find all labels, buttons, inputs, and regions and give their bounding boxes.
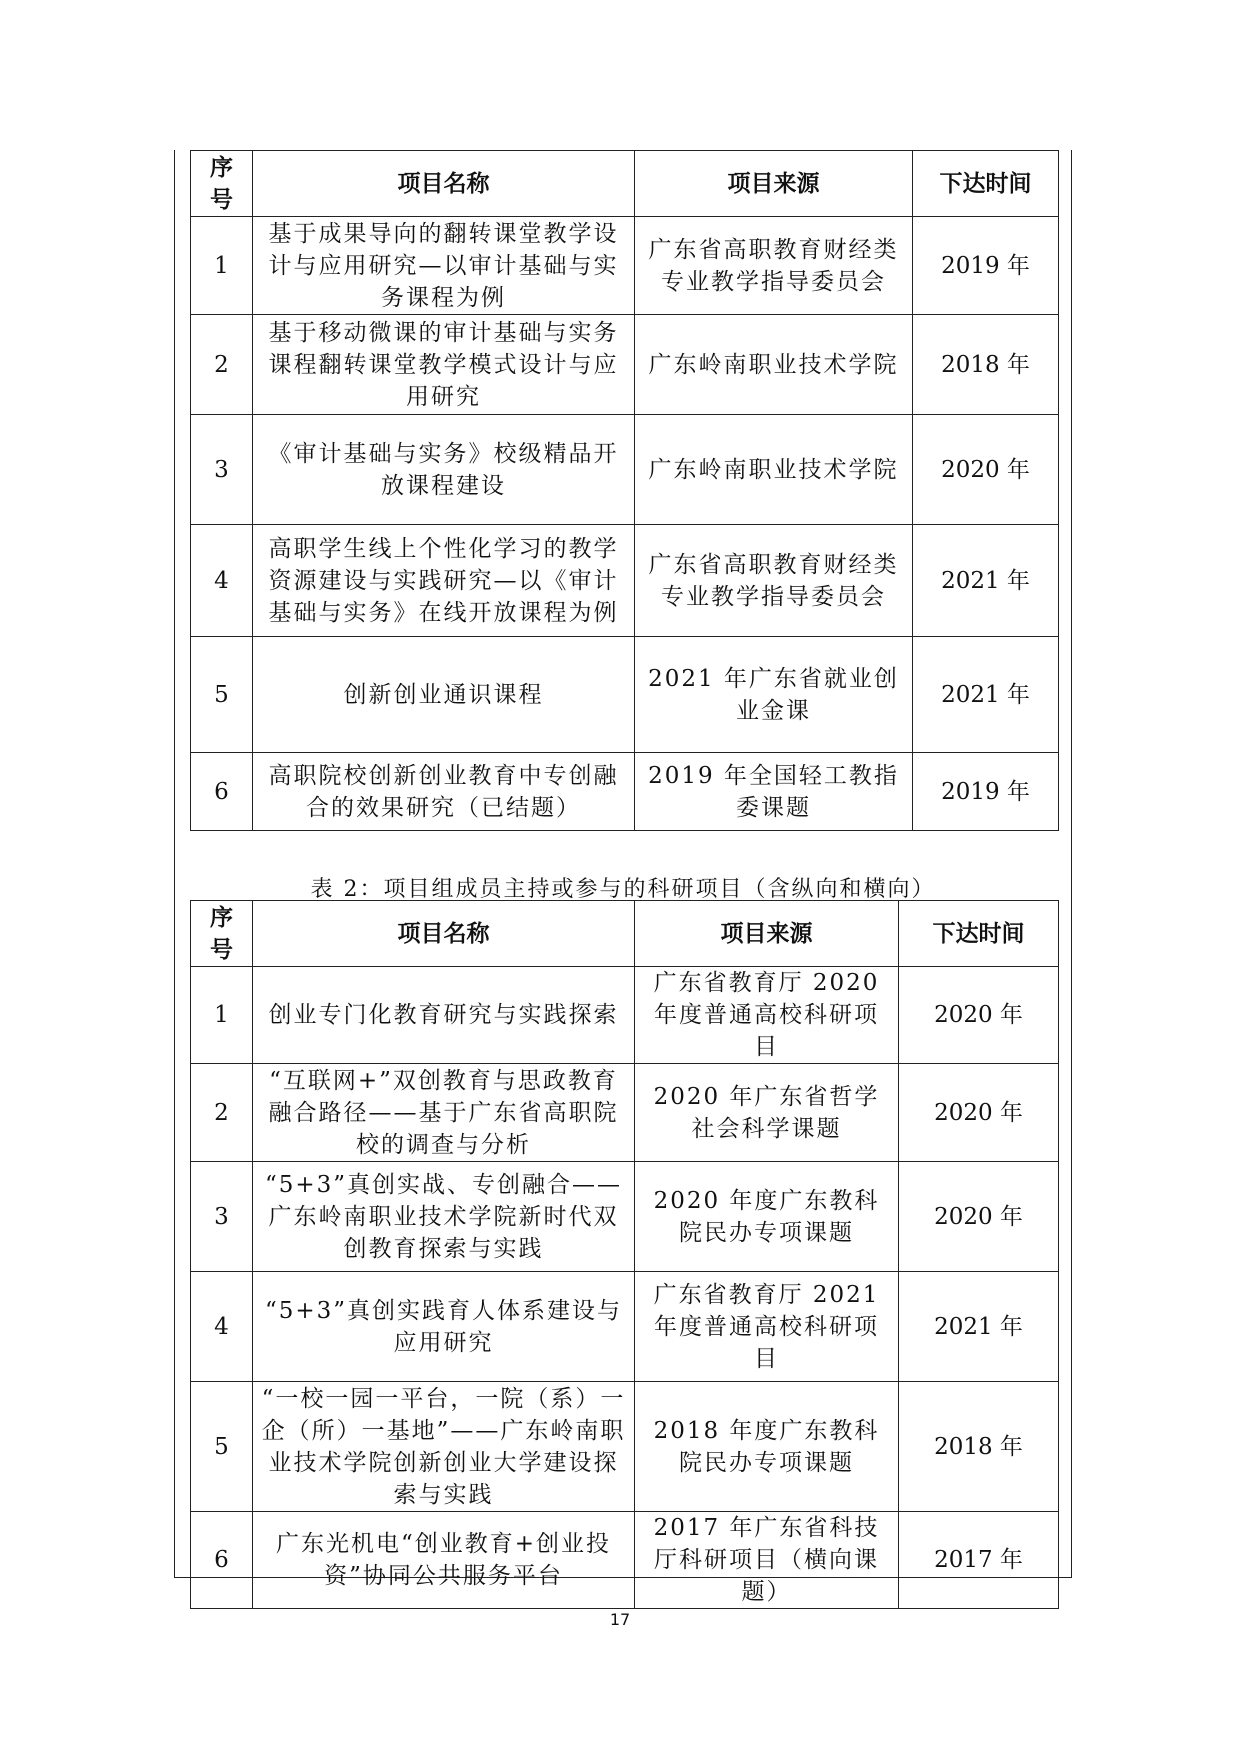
- project-name-cell: “一校一园一平台，一院（系）一企（所）一基地”——广东岭南职业技术学院创新创业大学建设探索与实践: [253, 1382, 635, 1512]
- row-number-cell: 5: [191, 637, 253, 753]
- project-name-cell: “互联网+”双创教育与思政教育融合路径——基于广东省高职院校的调查与分析: [253, 1064, 635, 1162]
- project-source-cell: 2017 年广东省科技厅科研项目（横向课题）: [635, 1512, 899, 1609]
- col-header-source: 项目来源: [635, 151, 913, 217]
- project-name-cell: “5+3”真创实战、专创融合——广东岭南职业技术学院新时代双创教育探索与实践: [253, 1162, 635, 1272]
- table-row: [191, 1162, 1059, 1272]
- project-name-cell: 广东光机电“创业教育+创业投资”协同公共服务平台: [253, 1512, 635, 1609]
- table-row: [191, 967, 1059, 1064]
- table-row: [191, 1382, 1059, 1512]
- row-number-cell: 5: [191, 1382, 253, 1512]
- table-row: [191, 1512, 1059, 1609]
- row-number-cell: 1: [191, 217, 253, 315]
- row-number-cell: 6: [191, 753, 253, 831]
- project-name-cell: 基于移动微课的审计基础与实务课程翻转课堂教学模式设计与应用研究: [253, 315, 635, 415]
- project-source-cell: 广东省教育厅 2021 年度普通高校科研项目: [635, 1272, 899, 1382]
- issue-time-cell: 2020 年: [899, 1162, 1059, 1272]
- col-header-name: 项目名称: [253, 901, 635, 967]
- table-header-row: [191, 901, 1059, 967]
- project-name-cell: 高职学生线上个性化学习的教学资源建设与实践研究—以《审计基础与实务》在线开放课程为例: [253, 525, 635, 637]
- issue-time-cell: 2019 年: [913, 217, 1059, 315]
- table-row: [191, 1272, 1059, 1382]
- project-name-cell: 创业专门化教育研究与实践探索: [253, 967, 635, 1064]
- research-projects-table-2: [190, 900, 1059, 1609]
- row-number-cell: 4: [191, 1272, 253, 1382]
- row-number-cell: 1: [191, 967, 253, 1064]
- table-row: [191, 217, 1059, 315]
- project-source-cell: 广东省高职教育财经类专业教学指导委员会: [635, 217, 913, 315]
- row-number-cell: 6: [191, 1512, 253, 1609]
- col-header-no: 序号: [191, 901, 253, 967]
- project-name-cell: 高职院校创新创业教育中专创融合的效果研究（已结题）: [253, 753, 635, 831]
- issue-time-cell: 2021 年: [899, 1272, 1059, 1382]
- row-number-cell: 2: [191, 315, 253, 415]
- row-number-cell: 3: [191, 415, 253, 525]
- project-name-cell: 《审计基础与实务》校级精品开放课程建设: [253, 415, 635, 525]
- project-name-cell: “5+3”真创实践育人体系建设与应用研究: [253, 1272, 635, 1382]
- project-name-cell: 基于成果导向的翻转课堂教学设计与应用研究—以审计基础与实务课程为例: [253, 217, 635, 315]
- project-source-cell: 2021 年广东省就业创业金课: [635, 637, 913, 753]
- project-source-cell: 2018 年度广东教科院民办专项课题: [635, 1382, 899, 1512]
- issue-time-cell: 2020 年: [899, 967, 1059, 1064]
- row-number-cell: 2: [191, 1064, 253, 1162]
- col-header-name: 项目名称: [253, 151, 635, 217]
- table-row: [191, 637, 1059, 753]
- col-header-time: 下达时间: [913, 151, 1059, 217]
- issue-time-cell: 2019 年: [913, 753, 1059, 831]
- issue-time-cell: 2020 年: [913, 415, 1059, 525]
- project-source-cell: 2020 年度广东教科院民办专项课题: [635, 1162, 899, 1272]
- project-name-cell: 创新创业通识课程: [253, 637, 635, 753]
- issue-time-cell: 2017 年: [899, 1512, 1059, 1609]
- table-header-row: [191, 151, 1059, 217]
- table-row: [191, 415, 1059, 525]
- issue-time-cell: 2018 年: [899, 1382, 1059, 1512]
- project-source-cell: 广东省高职教育财经类专业教学指导委员会: [635, 525, 913, 637]
- project-source-cell: 广东岭南职业技术学院: [635, 315, 913, 415]
- issue-time-cell: 2020 年: [899, 1064, 1059, 1162]
- col-header-time: 下达时间: [899, 901, 1059, 967]
- issue-time-cell: 2018 年: [913, 315, 1059, 415]
- project-source-cell: 2019 年全国轻工教指委课题: [635, 753, 913, 831]
- row-number-cell: 3: [191, 1162, 253, 1272]
- project-source-cell: 广东岭南职业技术学院: [635, 415, 913, 525]
- issue-time-cell: 2021 年: [913, 637, 1059, 753]
- project-source-cell: 2020 年广东省哲学社会科学课题: [635, 1064, 899, 1162]
- research-projects-table-1: [190, 150, 1059, 831]
- row-number-cell: 4: [191, 525, 253, 637]
- table-2-caption: 表 2：项目组成员主持或参与的科研项目（含纵向和横向）: [310, 877, 936, 902]
- col-header-no: 序号: [191, 151, 253, 217]
- page-number: 17: [609, 1610, 631, 1629]
- table-row: [191, 525, 1059, 637]
- issue-time-cell: 2021 年: [913, 525, 1059, 637]
- table-row: [191, 315, 1059, 415]
- table-row: [191, 1064, 1059, 1162]
- col-header-source: 项目来源: [635, 901, 899, 967]
- project-source-cell: 广东省教育厅 2020 年度普通高校科研项目: [635, 967, 899, 1064]
- table-row: [191, 753, 1059, 831]
